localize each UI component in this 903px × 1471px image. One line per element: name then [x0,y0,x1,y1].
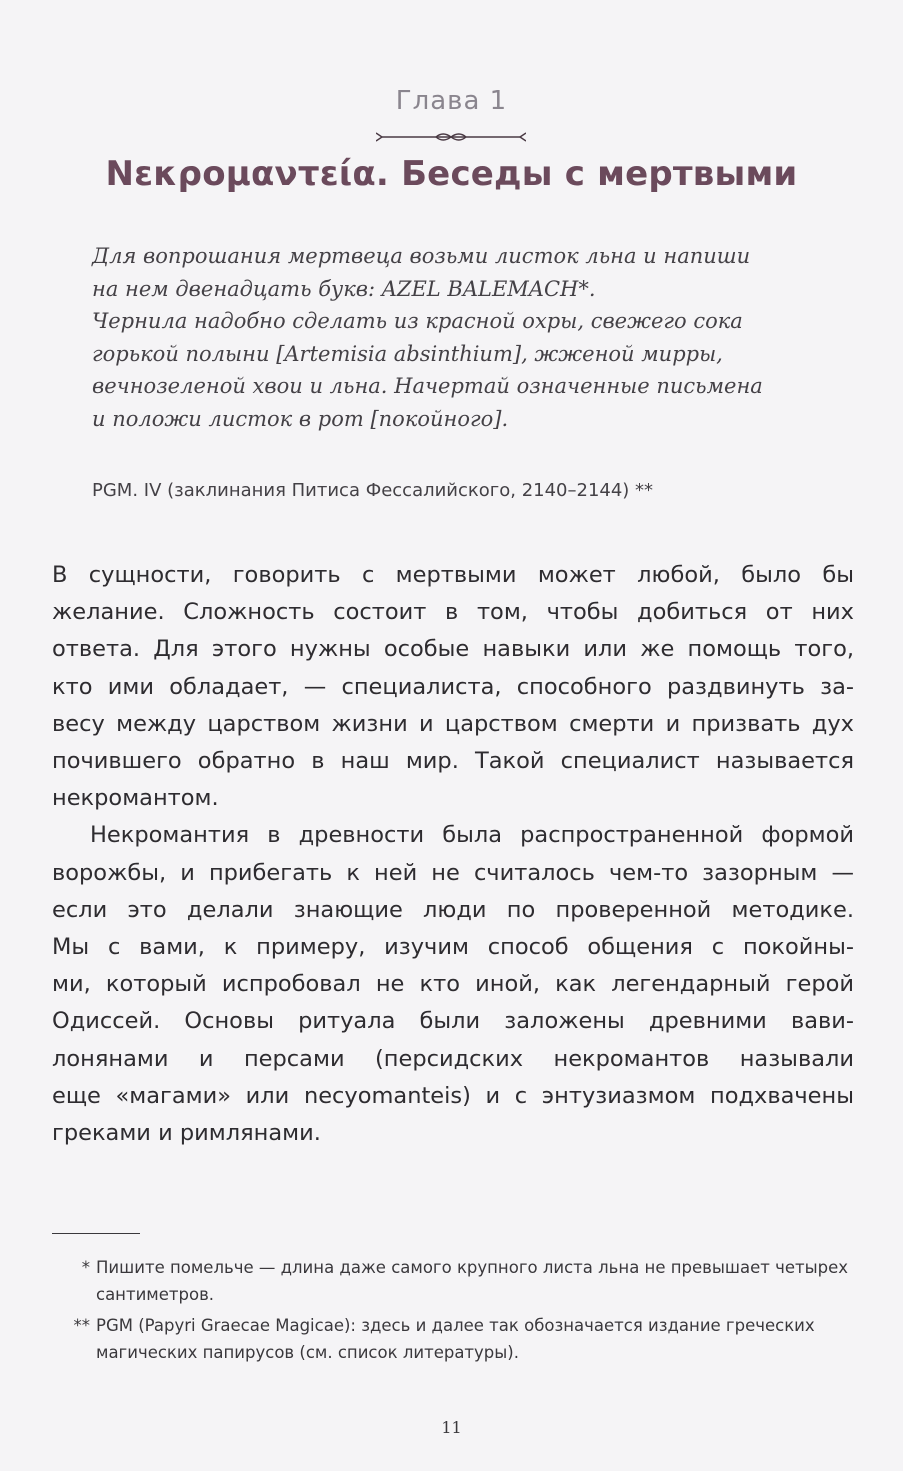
text-line: греками и римлянами. [52,1120,321,1147]
text-line: Одиссей. Основы ритуала были заложены древними вави- [52,1008,854,1035]
paragraph-2 [52,817,854,1152]
text-line: если это делали знающие люди по проверенной методике. [52,896,854,923]
epigraph-line: и положи листок в рот [покойного]. [92,406,509,431]
text-line: В сущности, говорить с мертвыми может любой, было бы [52,562,854,588]
footnote-text: Пишите помельче — длина даже самого крупного листа льна не превышает четырех сантиметров. [96,1258,849,1304]
footnote-2 [52,1312,854,1366]
epigraph-line: Чернила надобно сделать из красной охры, свежего сока [92,309,743,333]
text-line: ответа. Для этого нужны особые навыки или же помощь того, [52,636,854,663]
text-line: весу между царством жизни и царством смерти и призвать дух [52,710,854,737]
text-line: еще «магами» или necyomanteis) и с энтузиазмом подхвачены [52,1082,854,1109]
text-line: желание. Сложность состоит в том, чтобы добиться от них [52,599,854,626]
footnote-1 [52,1254,854,1308]
footnote-divider [52,1233,140,1234]
text-line: почившего обратно в наш мир. Такой специалист называется [52,748,854,775]
ornament-divider-icon [376,130,526,144]
body-text [52,557,854,1152]
footnote-text: PGM (Papyri Graecae Magicae): здесь и далее так обозначается издание греческих магических папирусов (см. список литературы). [96,1316,815,1362]
text-line: Мы с вами, к примеру, изучим способ общения с покойны- [52,934,854,961]
paragraph-1 [52,557,854,817]
text-line: Некромантия в древности была распространенной формой [90,822,854,849]
epigraph-line: Для вопрошания мертвеца возьми листок льна и напиши [92,244,751,268]
epigraph [92,240,832,435]
text-line: кто ими обладает, — специалиста, способного раздвинуть за- [52,673,854,700]
text-line: ворожбы, и прибегать к ней не считалось чем-то зазорным — [52,859,854,886]
footnotes [52,1254,854,1370]
chapter-label: Глава 1 [395,86,508,116]
epigraph-line: на нем двенадцать букв: AZEL BALEMACH*. [92,276,596,301]
chapter-title: Νεκρομαντεία. Беседы с мертвыми [105,154,798,194]
footnote-mark: * [81,1258,90,1277]
text-line: некромантом. [52,785,219,812]
epigraph-source: PGM. IV (заклинания Питиса Фессалийского, 2140–2144) ** [92,480,654,501]
epigraph-line: горькой полыни [Artemisia absinthium], жженой мирры, [92,341,723,366]
epigraph-line: вечнозеленой хвои и льна. Начертай означенные письмена [92,374,763,398]
page-number: 11 [441,1418,462,1437]
text-line: ми, который испробовал не кто иной, как легендарный герой [52,971,854,998]
footnote-mark: ** [73,1316,90,1335]
text-line: лонянами и персами (персидских некромантов называли [52,1045,854,1072]
